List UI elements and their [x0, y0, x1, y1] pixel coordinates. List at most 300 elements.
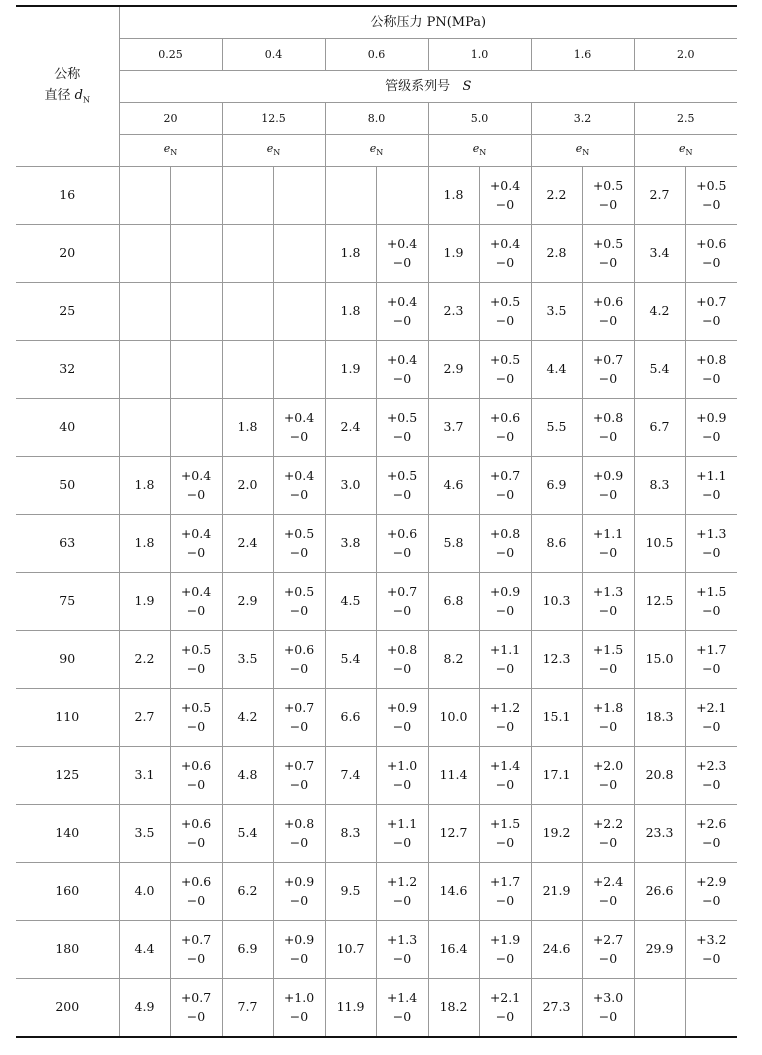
tolerance-lower: −0 — [495, 196, 515, 212]
tolerance-cell — [479, 283, 531, 341]
tolerance-upper: +0.4 — [180, 468, 212, 484]
tolerance-upper: +0.8 — [489, 526, 521, 542]
thickness-value-cell: 19.2 — [531, 805, 582, 863]
tolerance-cell — [582, 225, 634, 283]
tolerance-cell — [376, 689, 428, 747]
nominal-diameter-cell: 25 — [16, 283, 119, 341]
thickness-value-cell: 1.8 — [325, 283, 376, 341]
tolerance-upper: +3.0 — [592, 990, 624, 1006]
tolerance-upper: +0.9 — [283, 932, 315, 948]
thickness-value-cell: 18.3 — [634, 689, 685, 747]
thickness-value-cell: 11.4 — [428, 747, 479, 805]
tolerance-lower: −0 — [495, 776, 515, 792]
tolerance-upper: +0.5 — [180, 642, 212, 658]
nominal-diameter-cell: 180 — [16, 921, 119, 979]
tolerance-upper: +1.8 — [592, 700, 624, 716]
tolerance-cell — [582, 747, 634, 805]
nominal-diameter-symbol: d — [74, 88, 83, 104]
tolerance-lower: −0 — [598, 718, 618, 734]
tolerance-upper: +0.9 — [386, 700, 418, 716]
tolerance-lower: −0 — [495, 544, 515, 560]
tolerance-upper: +1.1 — [592, 526, 624, 542]
pressure-value: 2.0 — [634, 39, 737, 71]
tolerance-cell — [685, 747, 737, 805]
thickness-value-cell: 6.2 — [222, 863, 273, 921]
thickness-label — [325, 135, 428, 167]
tolerance-upper: +1.4 — [386, 990, 418, 1006]
tolerance-upper: +1.0 — [283, 990, 315, 1006]
tolerance-cell — [582, 283, 634, 341]
thickness-value-cell: 7.4 — [325, 747, 376, 805]
tolerance-cell — [376, 979, 428, 1038]
thickness-sub: N — [376, 148, 384, 158]
tolerance-cell — [376, 399, 428, 457]
thickness-sub: N — [685, 148, 693, 158]
table-row — [16, 921, 737, 979]
nominal-diameter-cell: 110 — [16, 689, 119, 747]
thickness-value-cell: 3.5 — [119, 805, 170, 863]
tolerance-lower: −0 — [702, 544, 721, 560]
thickness-value-cell: 5.8 — [428, 515, 479, 573]
series-value: 3.2 — [531, 103, 634, 135]
header-row-pressure-title — [16, 6, 737, 39]
tolerance-lower: −0 — [289, 950, 309, 966]
thickness-value-cell: 3.7 — [428, 399, 479, 457]
tolerance-upper: +0.5 — [696, 178, 727, 194]
tolerance-cell — [376, 573, 428, 631]
tolerance-upper: +0.6 — [386, 526, 418, 542]
tolerance-cell — [685, 573, 737, 631]
tolerance-cell — [170, 979, 222, 1038]
tolerance-lower: −0 — [702, 370, 721, 386]
thickness-value-cell: 1.8 — [428, 167, 479, 225]
thickness-value-cell — [325, 167, 376, 225]
thickness-value-cell: 1.8 — [325, 225, 376, 283]
tolerance-cell — [170, 341, 222, 399]
tolerance-lower: −0 — [495, 892, 515, 908]
thickness-symbol: e — [163, 142, 171, 156]
tolerance-lower: −0 — [495, 660, 515, 676]
tolerance-upper: +0.7 — [489, 468, 521, 484]
tolerance-lower: −0 — [598, 892, 618, 908]
tolerance-cell — [685, 921, 737, 979]
thickness-sub: N — [273, 148, 281, 158]
nominal-diameter-cell: 20 — [16, 225, 119, 283]
tolerance-lower: −0 — [289, 486, 309, 502]
tolerance-lower: −0 — [289, 718, 309, 734]
tolerance-cell — [479, 399, 531, 457]
tolerance-cell — [170, 167, 222, 225]
tolerance-upper: +0.4 — [180, 526, 212, 542]
tolerance-lower: −0 — [392, 718, 412, 734]
tolerance-lower: −0 — [392, 544, 412, 560]
tolerance-cell — [479, 457, 531, 515]
tolerance-cell — [376, 863, 428, 921]
thickness-label — [222, 135, 325, 167]
tolerance-cell — [479, 341, 531, 399]
tolerance-lower: −0 — [598, 776, 618, 792]
tolerance-cell — [685, 457, 737, 515]
thickness-value-cell: 1.9 — [325, 341, 376, 399]
tolerance-upper: +1.4 — [489, 758, 521, 774]
series-title — [119, 71, 737, 103]
thickness-value-cell — [222, 225, 273, 283]
pressure-value: 1.0 — [428, 39, 531, 71]
tolerance-cell — [685, 979, 737, 1038]
thickness-value-cell: 4.6 — [428, 457, 479, 515]
tolerance-cell — [273, 225, 325, 283]
tolerance-upper: +0.7 — [592, 352, 624, 368]
tolerance-cell — [376, 283, 428, 341]
tolerance-lower: −0 — [392, 486, 412, 502]
tolerance-upper: +0.5 — [283, 526, 315, 542]
nominal-diameter-cell: 160 — [16, 863, 119, 921]
tolerance-upper: +0.4 — [283, 410, 315, 426]
tolerance-cell — [273, 399, 325, 457]
tolerance-upper: +1.2 — [489, 700, 521, 716]
tolerance-upper: +1.1 — [386, 816, 418, 832]
header-row-series-title — [16, 71, 737, 103]
tolerance-cell — [479, 689, 531, 747]
thickness-symbol: e — [266, 142, 274, 156]
tolerance-cell — [582, 863, 634, 921]
tolerance-lower: −0 — [702, 486, 721, 502]
tolerance-lower: −0 — [289, 834, 309, 850]
thickness-value-cell: 4.4 — [119, 921, 170, 979]
thickness-value-cell: 2.7 — [119, 689, 170, 747]
tolerance-upper: +2.0 — [592, 758, 624, 774]
thickness-value-cell: 2.2 — [119, 631, 170, 689]
tolerance-cell — [685, 225, 737, 283]
tolerance-cell — [479, 631, 531, 689]
table-row — [16, 805, 737, 863]
thickness-value-cell: 10.7 — [325, 921, 376, 979]
thickness-value-cell: 2.8 — [531, 225, 582, 283]
thickness-value-cell: 18.2 — [428, 979, 479, 1038]
thickness-value-cell: 10.5 — [634, 515, 685, 573]
tolerance-upper: +0.9 — [696, 410, 727, 426]
tolerance-lower: −0 — [598, 544, 618, 560]
tolerance-upper: +1.1 — [696, 468, 727, 484]
tolerance-lower: −0 — [289, 1008, 309, 1024]
tolerance-cell — [685, 515, 737, 573]
tolerance-upper: +0.7 — [283, 700, 315, 716]
thickness-value-cell: 11.9 — [325, 979, 376, 1038]
tolerance-cell — [170, 457, 222, 515]
nominal-diameter-sub: N — [82, 95, 90, 105]
tolerance-cell — [273, 283, 325, 341]
tolerance-lower: −0 — [702, 196, 721, 212]
tolerance-upper: +2.1 — [489, 990, 521, 1006]
thickness-value-cell: 2.9 — [222, 573, 273, 631]
thickness-sub: N — [170, 148, 178, 158]
nominal-diameter-cell: 40 — [16, 399, 119, 457]
pressure-value: 0.4 — [222, 39, 325, 71]
tolerance-cell — [273, 921, 325, 979]
series-value: 5.0 — [428, 103, 531, 135]
tolerance-lower: −0 — [392, 370, 412, 386]
tolerance-upper: +0.7 — [180, 932, 212, 948]
tolerance-lower: −0 — [702, 776, 721, 792]
tolerance-cell — [273, 573, 325, 631]
tolerance-upper: +0.7 — [696, 294, 727, 310]
thickness-value-cell — [222, 283, 273, 341]
thickness-label — [119, 135, 222, 167]
tolerance-lower: −0 — [392, 950, 412, 966]
tolerance-upper: +0.9 — [283, 874, 315, 890]
tolerance-cell — [376, 515, 428, 573]
tolerance-upper: +2.4 — [592, 874, 624, 890]
thickness-value-cell: 4.4 — [531, 341, 582, 399]
header-row-series — [16, 103, 737, 135]
tolerance-cell — [582, 979, 634, 1038]
tolerance-upper: +0.8 — [592, 410, 624, 426]
tolerance-lower: −0 — [598, 312, 618, 328]
tolerance-cell — [685, 863, 737, 921]
thickness-value-cell: 27.3 — [531, 979, 582, 1038]
tolerance-lower: −0 — [598, 834, 618, 850]
thickness-value-cell: 3.8 — [325, 515, 376, 573]
nominal-diameter-cell: 50 — [16, 457, 119, 515]
tolerance-lower: −0 — [392, 602, 412, 618]
tolerance-lower: −0 — [598, 660, 618, 676]
table-row — [16, 515, 737, 573]
tolerance-upper: +0.4 — [386, 352, 418, 368]
thickness-value-cell: 3.4 — [634, 225, 685, 283]
thickness-value-cell: 10.3 — [531, 573, 582, 631]
tolerance-upper: +0.7 — [180, 990, 212, 1006]
tolerance-upper: +0.9 — [592, 468, 624, 484]
tolerance-upper: +0.4 — [283, 468, 315, 484]
tolerance-upper: +0.5 — [489, 294, 521, 310]
tolerance-lower: −0 — [598, 196, 618, 212]
tolerance-upper: +1.7 — [696, 642, 727, 658]
thickness-value-cell — [119, 399, 170, 457]
thickness-value-cell: 2.7 — [634, 167, 685, 225]
thickness-value-cell: 2.9 — [428, 341, 479, 399]
nominal-diameter-cell: 140 — [16, 805, 119, 863]
nominal-diameter-label-1: 公称 — [54, 67, 81, 83]
tolerance-upper: +0.6 — [489, 410, 521, 426]
thickness-value-cell: 17.1 — [531, 747, 582, 805]
tolerance-lower: −0 — [702, 660, 721, 676]
table-row — [16, 747, 737, 805]
tolerance-lower: −0 — [392, 660, 412, 676]
header-row-thickness — [16, 135, 737, 167]
thickness-value-cell: 6.9 — [222, 921, 273, 979]
series-value: 12.5 — [222, 103, 325, 135]
tolerance-upper: +1.9 — [489, 932, 521, 948]
tolerance-cell — [170, 399, 222, 457]
tolerance-lower: −0 — [702, 892, 721, 908]
tolerance-lower: −0 — [186, 660, 206, 676]
thickness-value-cell: 4.9 — [119, 979, 170, 1038]
tolerance-cell — [479, 573, 531, 631]
tolerance-cell — [685, 805, 737, 863]
tolerance-lower: −0 — [702, 602, 721, 618]
thickness-value-cell: 6.7 — [634, 399, 685, 457]
thickness-value-cell: 7.7 — [222, 979, 273, 1038]
tolerance-lower: −0 — [186, 950, 206, 966]
thickness-value-cell: 20.8 — [634, 747, 685, 805]
nominal-diameter-cell: 90 — [16, 631, 119, 689]
thickness-value-cell — [119, 283, 170, 341]
tolerance-cell — [376, 747, 428, 805]
thickness-value-cell: 3.5 — [222, 631, 273, 689]
tolerance-upper: +2.6 — [696, 816, 727, 832]
tolerance-cell — [170, 921, 222, 979]
tolerance-upper: +0.7 — [386, 584, 418, 600]
tolerance-lower: −0 — [392, 892, 412, 908]
tolerance-lower: −0 — [495, 312, 515, 328]
tolerance-upper: +1.3 — [592, 584, 624, 600]
thickness-value-cell — [222, 167, 273, 225]
tolerance-lower: −0 — [495, 1008, 515, 1024]
tolerance-cell — [376, 225, 428, 283]
thickness-value-cell — [222, 341, 273, 399]
tolerance-cell — [582, 341, 634, 399]
tolerance-lower: −0 — [186, 1008, 206, 1024]
thickness-value-cell: 2.0 — [222, 457, 273, 515]
series-value: 20 — [119, 103, 222, 135]
series-value: 8.0 — [325, 103, 428, 135]
table-row — [16, 863, 737, 921]
tolerance-upper: +0.4 — [489, 236, 521, 252]
thickness-value-cell: 15.0 — [634, 631, 685, 689]
tolerance-cell — [273, 863, 325, 921]
tolerance-cell — [582, 399, 634, 457]
tolerance-lower: −0 — [702, 834, 721, 850]
tolerance-cell — [376, 457, 428, 515]
thickness-value-cell: 6.6 — [325, 689, 376, 747]
tolerance-cell — [685, 631, 737, 689]
thickness-value-cell: 24.6 — [531, 921, 582, 979]
tolerance-cell — [479, 167, 531, 225]
tolerance-cell — [479, 979, 531, 1038]
tolerance-cell — [273, 747, 325, 805]
tolerance-lower: −0 — [598, 486, 618, 502]
nominal-diameter-cell: 63 — [16, 515, 119, 573]
thickness-value-cell: 8.3 — [634, 457, 685, 515]
tolerance-upper: +2.2 — [592, 816, 624, 832]
thickness-value-cell: 5.5 — [531, 399, 582, 457]
tolerance-upper: +0.6 — [180, 816, 212, 832]
table-row — [16, 631, 737, 689]
tolerance-cell — [376, 631, 428, 689]
table-row — [16, 399, 737, 457]
tolerance-upper: +2.7 — [592, 932, 624, 948]
tolerance-lower: −0 — [392, 428, 412, 444]
tolerance-lower: −0 — [495, 370, 515, 386]
tolerance-cell — [376, 921, 428, 979]
tolerance-cell — [479, 863, 531, 921]
tolerance-cell — [582, 515, 634, 573]
tolerance-lower: −0 — [598, 602, 618, 618]
tolerance-upper: +3.2 — [696, 932, 727, 948]
thickness-value-cell: 6.8 — [428, 573, 479, 631]
thickness-sub: N — [479, 148, 487, 158]
thickness-value-cell: 5.4 — [634, 341, 685, 399]
tolerance-cell — [685, 341, 737, 399]
tolerance-upper: +0.8 — [386, 642, 418, 658]
tolerance-upper: +0.4 — [386, 294, 418, 310]
nominal-diameter-label-2: 直径 — [44, 88, 71, 104]
tolerance-upper: +0.9 — [489, 584, 521, 600]
tolerance-cell — [273, 341, 325, 399]
thickness-value-cell: 8.3 — [325, 805, 376, 863]
tolerance-lower: −0 — [702, 718, 721, 734]
tolerance-lower: −0 — [495, 950, 515, 966]
nominal-diameter-cell: 32 — [16, 341, 119, 399]
table-row — [16, 457, 737, 515]
tolerance-upper: +0.6 — [592, 294, 624, 310]
tolerance-cell — [376, 167, 428, 225]
thickness-value-cell: 3.5 — [531, 283, 582, 341]
tolerance-upper: +0.6 — [696, 236, 727, 252]
thickness-value-cell: 1.8 — [222, 399, 273, 457]
tolerance-upper: +1.5 — [489, 816, 521, 832]
thickness-value-cell: 8.2 — [428, 631, 479, 689]
tolerance-lower: −0 — [186, 776, 206, 792]
tolerance-cell — [582, 921, 634, 979]
tolerance-cell — [273, 167, 325, 225]
thickness-value-cell: 12.5 — [634, 573, 685, 631]
tolerance-upper: +0.4 — [386, 236, 418, 252]
tolerance-cell — [479, 747, 531, 805]
tolerance-cell — [582, 689, 634, 747]
tolerance-cell — [170, 689, 222, 747]
table-row — [16, 341, 737, 399]
tolerance-lower: −0 — [702, 428, 721, 444]
header-row-pressures — [16, 39, 737, 71]
thickness-value-cell: 21.9 — [531, 863, 582, 921]
tolerance-lower: −0 — [598, 370, 618, 386]
tolerance-upper: +1.3 — [386, 932, 418, 948]
thickness-symbol: e — [369, 142, 377, 156]
thickness-value-cell: 3.1 — [119, 747, 170, 805]
tolerance-cell — [376, 341, 428, 399]
table-row — [16, 283, 737, 341]
thickness-value-cell: 12.3 — [531, 631, 582, 689]
tolerance-upper: +0.5 — [180, 700, 212, 716]
thickness-value-cell: 4.5 — [325, 573, 376, 631]
nominal-diameter-cell: 125 — [16, 747, 119, 805]
tolerance-lower: −0 — [392, 834, 412, 850]
tolerance-cell — [479, 921, 531, 979]
tolerance-cell — [170, 225, 222, 283]
series-title-text: 管级系列号 — [385, 79, 451, 94]
tolerance-upper: +0.4 — [180, 584, 212, 600]
tolerance-lower: −0 — [289, 660, 309, 676]
table-row — [16, 689, 737, 747]
pressure-title: 公称压力 PN(MPa) — [119, 6, 737, 39]
thickness-value-cell — [634, 979, 685, 1038]
tolerance-cell — [582, 573, 634, 631]
tolerance-lower: −0 — [598, 254, 618, 270]
thickness-value-cell — [119, 341, 170, 399]
nominal-diameter-cell: 16 — [16, 167, 119, 225]
thickness-value-cell: 1.8 — [119, 457, 170, 515]
tolerance-lower: −0 — [186, 602, 206, 618]
tolerance-cell — [582, 457, 634, 515]
table-row — [16, 225, 737, 283]
tolerance-lower: −0 — [186, 834, 206, 850]
tolerance-cell — [685, 689, 737, 747]
table-row — [16, 167, 737, 225]
tolerance-upper: +0.6 — [180, 758, 212, 774]
tolerance-lower: −0 — [392, 776, 412, 792]
tolerance-lower: −0 — [702, 254, 721, 270]
